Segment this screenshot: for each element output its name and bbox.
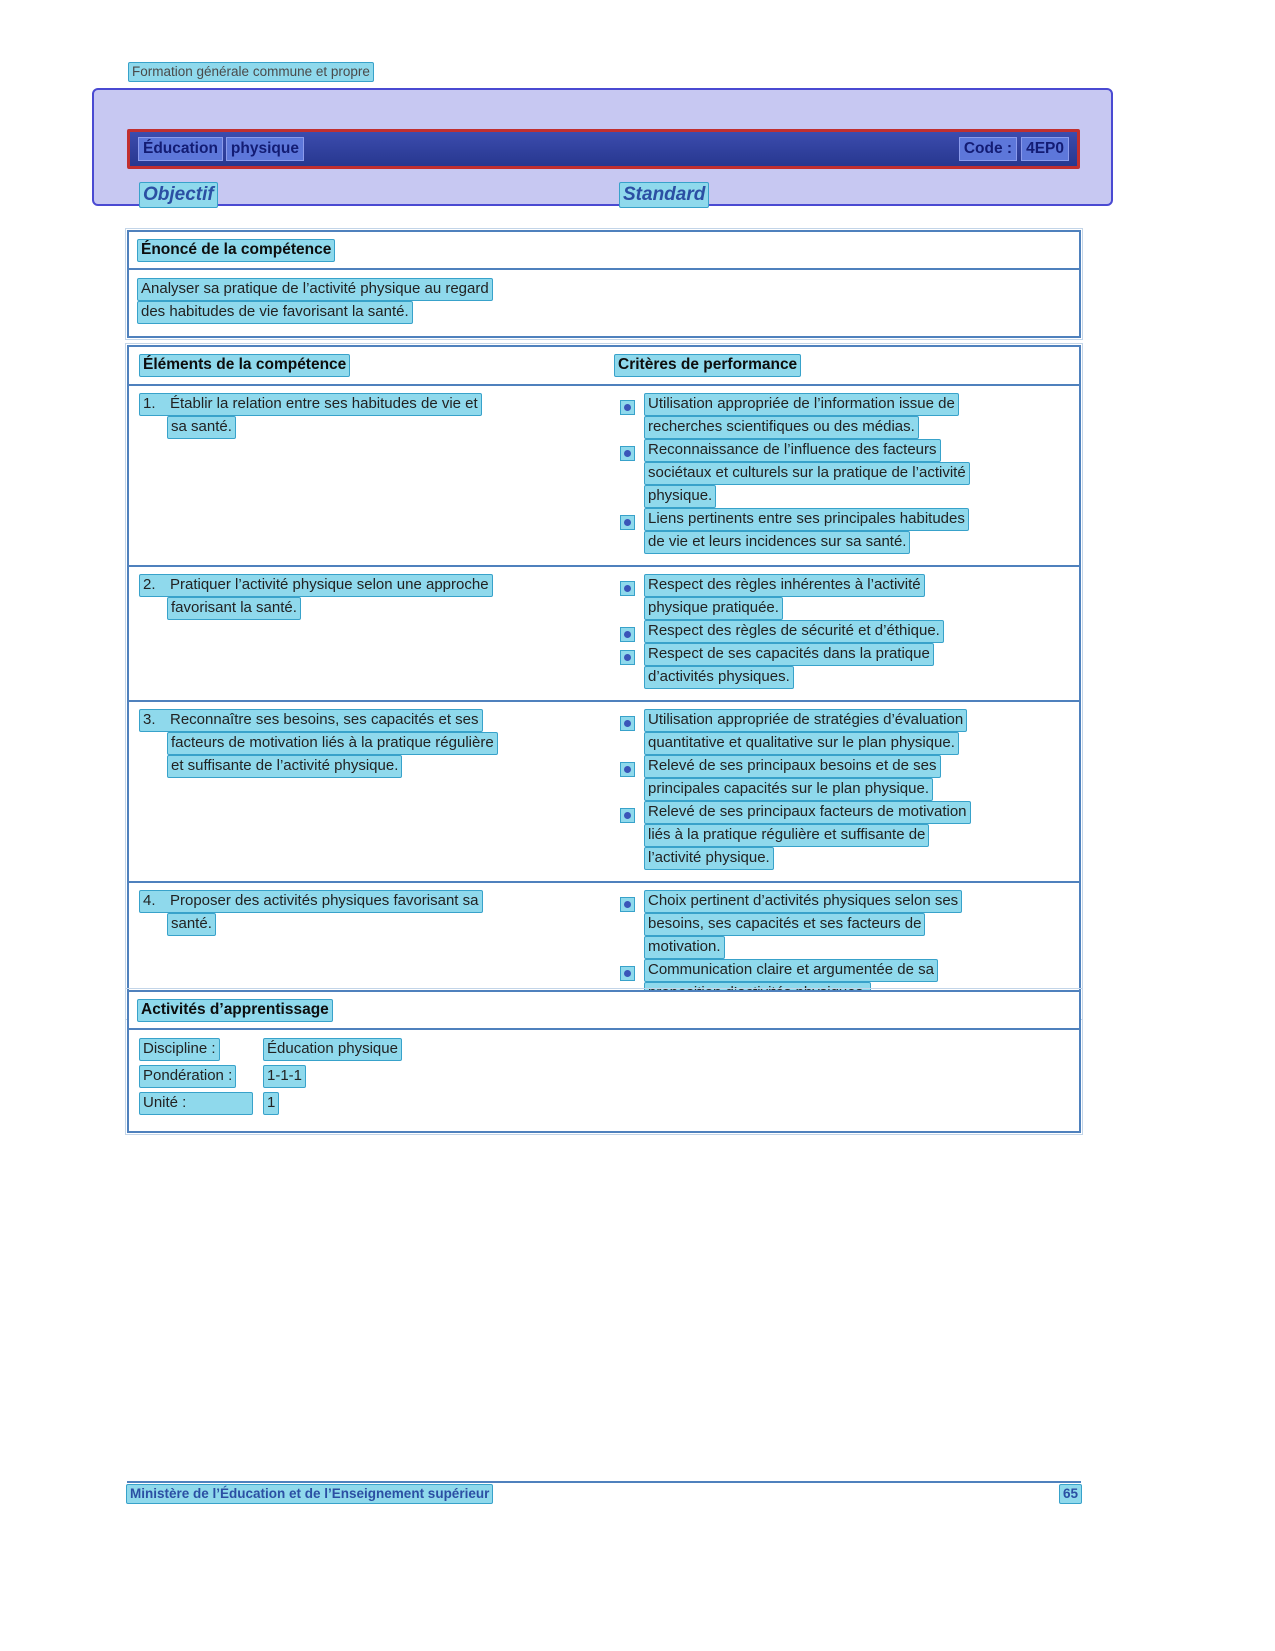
criterion-line: Respect de ses capacités dans la pratique — [645, 644, 933, 665]
criteria-cell — [603, 394, 1079, 555]
criterion-line: Relevé de ses principaux besoins et de ses — [645, 756, 940, 777]
bullet-icon — [621, 756, 645, 778]
running-head — [129, 63, 373, 81]
element-cell — [129, 394, 603, 555]
activites-header — [129, 992, 1079, 1030]
table-header-row — [129, 347, 1079, 386]
objectif-heading — [140, 183, 217, 207]
criterion — [603, 394, 1071, 440]
element-line — [140, 710, 482, 731]
criterion-line: Choix pertinent d’activités physiques selon ses — [645, 891, 961, 912]
criterion-line: besoins, ses capacités et ses facteurs de — [645, 914, 924, 935]
element-number: 4. — [143, 892, 156, 909]
element-line — [140, 575, 492, 596]
element-line — [140, 891, 482, 912]
criterion-line: quantitative et qualitative sur le plan physique. — [645, 733, 958, 754]
col-elements-header-text: Éléments de la compétence — [140, 355, 349, 376]
criterion — [603, 575, 1071, 621]
element-text: Proposer des activités physiques favorisant sa — [170, 892, 479, 909]
element-line: favorisant la santé. — [168, 598, 300, 619]
standard-text: Standard — [620, 183, 708, 207]
criterion-line: Utilisation appropriée de l’information issue de — [645, 394, 958, 415]
enonce-header — [129, 232, 1079, 270]
field-label: Discipline : — [140, 1039, 219, 1060]
criterion — [603, 621, 1071, 644]
criteria-cell — [603, 891, 1079, 1006]
header-panel — [92, 88, 1113, 206]
criterion — [603, 440, 1071, 509]
footer-ministry-text: Ministère de l’Éducation et de l’Enseignement supérieur — [127, 1485, 492, 1503]
criterion — [603, 710, 1071, 756]
table-row — [129, 567, 1079, 702]
element-line: facteurs de motivation liés à la pratique régulière — [168, 733, 497, 754]
bullet-icon — [621, 509, 645, 531]
criterion-line: Reconnaissance de l’influence des facteurs — [645, 440, 940, 461]
bullet-icon — [621, 891, 645, 913]
bullet-icon — [621, 644, 645, 666]
footer-divider — [127, 1481, 1081, 1483]
criterion-line: recherches scientifiques ou des médias. — [645, 417, 918, 438]
title-bar — [127, 129, 1080, 169]
col-criteres-header-text: Critères de performance — [615, 355, 800, 376]
criterion-line: sociétaux et culturels sur la pratique de l’activité — [645, 463, 969, 484]
criterion-line: l’activité physique. — [645, 848, 773, 869]
enonce-box — [127, 230, 1081, 338]
criterion-line: motivation. — [645, 937, 724, 958]
enonce-line: Analyser sa pratique de l’activité physique au regard — [138, 279, 492, 300]
field-value: 1-1-1 — [264, 1066, 305, 1087]
criterion-line: Relevé de ses principaux facteurs de motivation — [645, 802, 970, 823]
criterion-line: d’activités physiques. — [645, 667, 793, 688]
element-number: 1. — [143, 395, 156, 412]
criterion-line: principales capacités sur le plan physique. — [645, 779, 932, 800]
field-unite — [138, 1093, 1070, 1120]
criterion-line: physique. — [645, 486, 715, 507]
enonce-line: des habitudes de vie favorisant la santé. — [138, 302, 412, 323]
bullet-icon — [621, 960, 645, 982]
col-criteres-header — [603, 355, 1079, 376]
competence-table — [127, 345, 1081, 1018]
criterion-line: Respect des règles de sécurité et d’éthique. — [645, 621, 943, 642]
code-label: Code : — [960, 138, 1016, 160]
criteria-cell — [603, 710, 1079, 871]
criterion-line: Utilisation appropriée de stratégies d’évaluation — [645, 710, 966, 731]
criterion-line: liés à la pratique régulière et suffisante de — [645, 825, 928, 846]
criterion — [603, 756, 1071, 802]
element-number: 3. — [143, 711, 156, 728]
running-head-text: Formation générale commune et propre — [129, 63, 373, 81]
element-text: Pratiquer l’activité physique selon une approche — [170, 576, 489, 593]
bullet-icon — [621, 621, 645, 643]
criterion-line: de vie et leurs incidences sur sa santé. — [645, 532, 909, 553]
element-text: Reconnaître ses besoins, ses capacités et ses — [170, 711, 479, 728]
footer — [127, 1485, 1081, 1503]
activites-box — [127, 990, 1081, 1133]
enonce-title: Énoncé de la compétence — [138, 240, 334, 261]
table-row — [129, 702, 1079, 883]
footer-page-number: 65 — [1060, 1485, 1081, 1503]
bullet-icon — [621, 802, 645, 824]
field-ponderation — [138, 1066, 1070, 1093]
element-number: 2. — [143, 576, 156, 593]
bullet-icon — [621, 394, 645, 416]
criterion — [603, 509, 1071, 555]
element-line: santé. — [168, 914, 215, 935]
element-line: et suffisante de l’activité physique. — [168, 756, 401, 777]
element-cell — [129, 575, 603, 690]
criterion-line: Respect des règles inhérentes à l’activité — [645, 575, 924, 596]
activites-body — [129, 1030, 1079, 1131]
element-line: sa santé. — [168, 417, 235, 438]
criterion-line: physique pratiquée. — [645, 598, 782, 619]
field-label: Pondération : — [140, 1066, 235, 1087]
criterion — [603, 802, 1071, 871]
criterion-line: Liens pertinents entre ses principales habitudes — [645, 509, 968, 530]
bullet-icon — [621, 710, 645, 732]
bullet-icon — [621, 440, 645, 462]
col-elements-header — [129, 355, 603, 376]
element-line — [140, 394, 481, 415]
field-value: 1 — [264, 1093, 278, 1114]
field-discipline — [138, 1039, 1070, 1066]
course-title — [139, 138, 303, 160]
table-row — [129, 386, 1079, 567]
course-code — [960, 138, 1068, 160]
bullet-icon — [621, 575, 645, 597]
course-title-word: Éducation — [139, 138, 222, 160]
criteria-cell — [603, 575, 1079, 690]
code-value: 4EP0 — [1022, 138, 1068, 160]
enonce-body — [129, 270, 1079, 336]
activites-title: Activités d’apprentissage — [138, 1000, 332, 1021]
criterion-line: Communication claire et argumentée de sa — [645, 960, 937, 981]
course-title-word: physique — [227, 138, 303, 160]
field-value: Éducation physique — [264, 1039, 401, 1060]
standard-heading — [620, 183, 708, 207]
element-text: Établir la relation entre ses habitudes de vie et — [170, 395, 478, 412]
field-label: Unité : — [140, 1093, 252, 1114]
criterion — [603, 891, 1071, 960]
element-cell — [129, 891, 603, 1006]
element-cell — [129, 710, 603, 871]
criterion — [603, 644, 1071, 690]
objectif-text: Objectif — [140, 183, 217, 207]
